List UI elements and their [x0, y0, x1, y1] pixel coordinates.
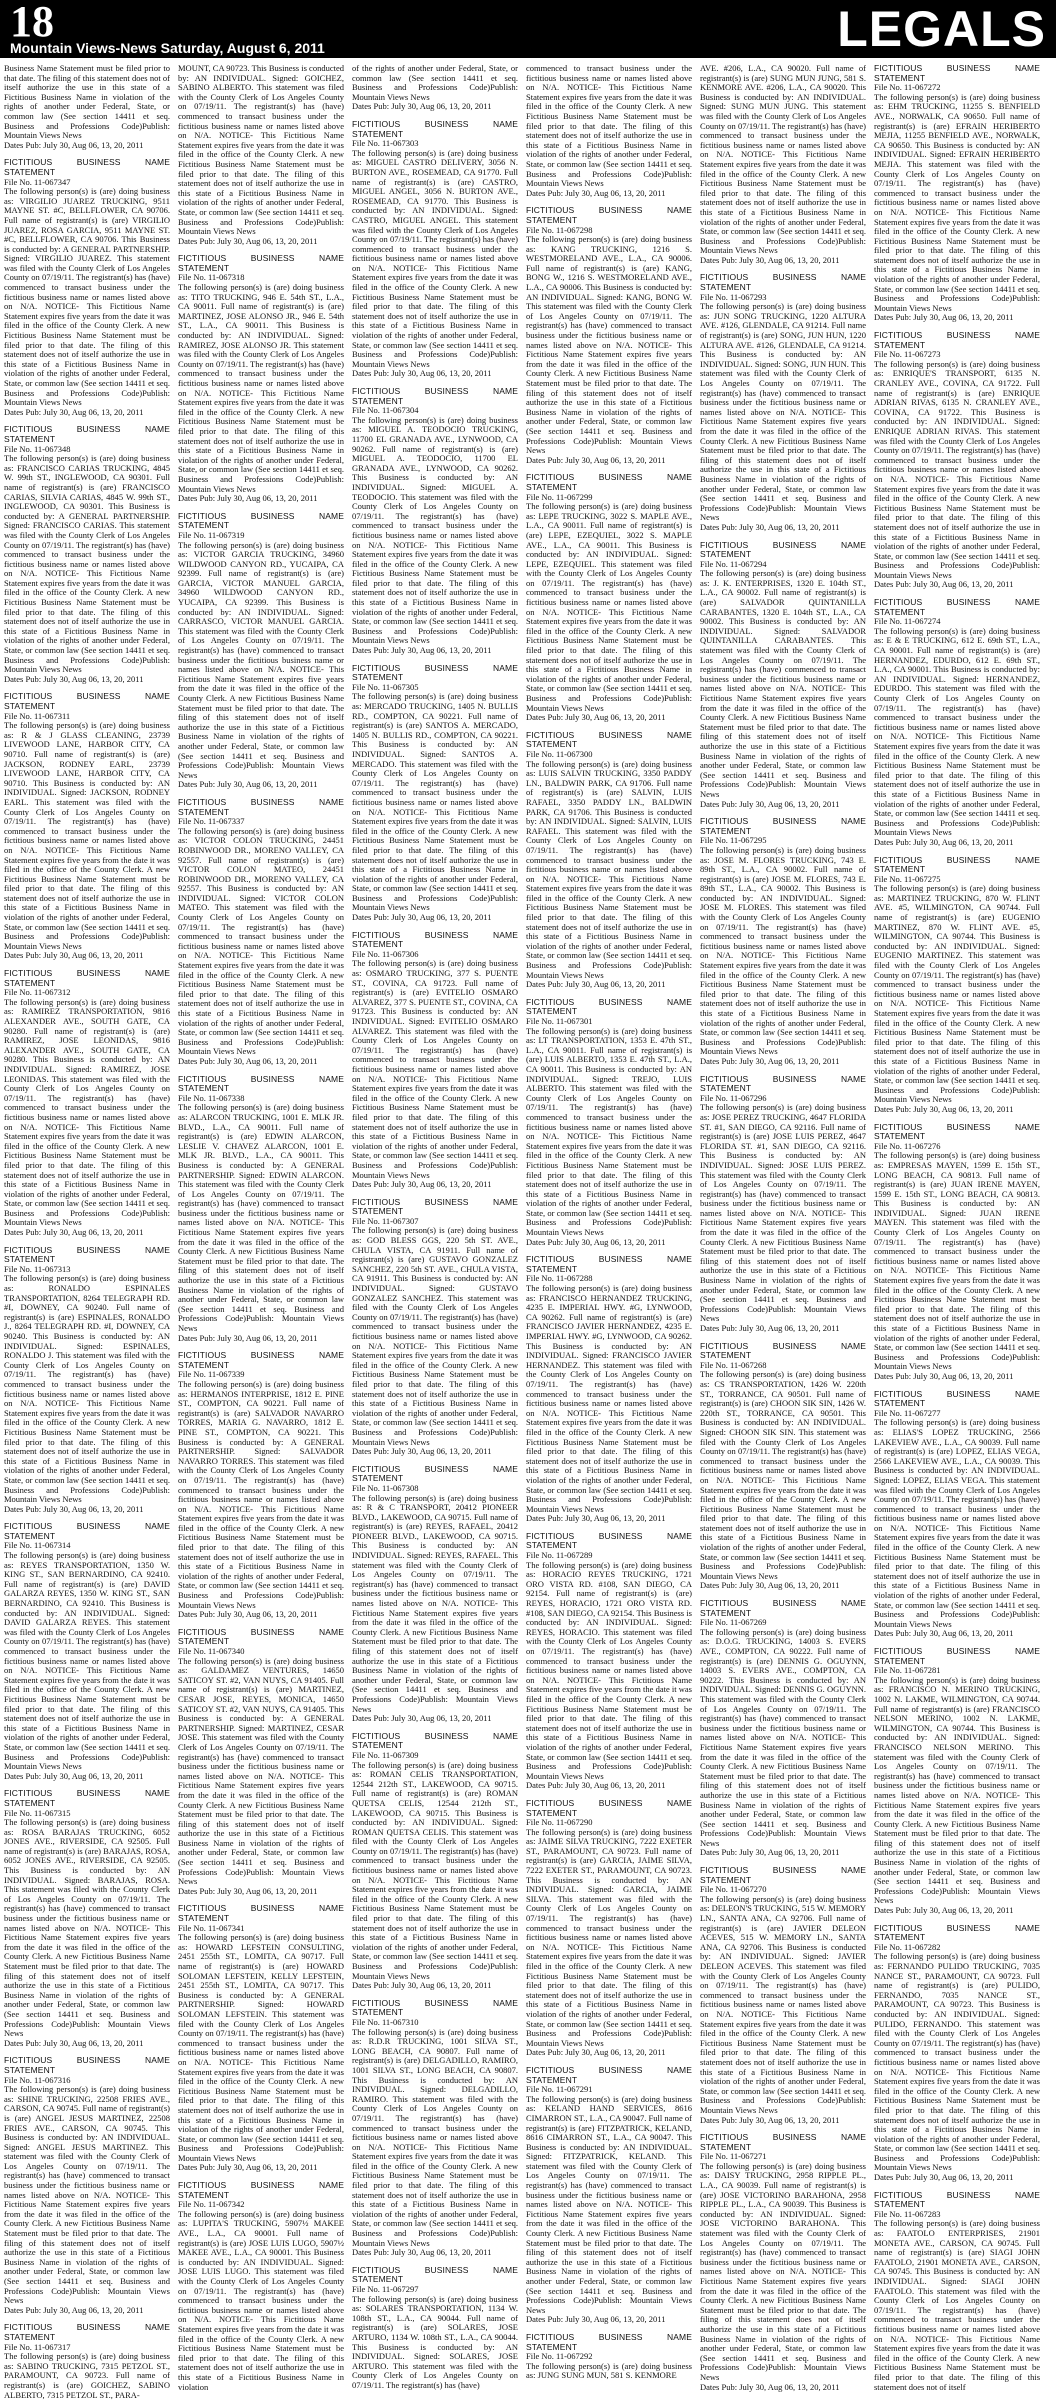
notice-file-number: File No. 11-067301 [526, 1016, 593, 1026]
notice-file-number: File No. 11-067268 [700, 1359, 767, 1370]
notice-dates: Dates Pub: July 30, Aug 06, 13, 20, 2011 [352, 1980, 492, 1991]
notice-file-number: File No. 11-067312 [4, 987, 71, 998]
notice-dates: Dates Pub: July 30, Aug 06, 13, 20, 2011 [700, 2381, 840, 2392]
notice-dates: Dates Pub: July 30, Aug 06, 13, 20, 2011 [352, 2247, 492, 2258]
notice-file-number: File No. 11-067303 [352, 138, 419, 149]
legal-notice [874, 1390, 1040, 1639]
notice-dates: Dates Pub: July 30, Aug 06, 13, 20, 2011 [4, 1503, 144, 1514]
notice-file-number: File No. 11-067310 [352, 2016, 419, 2027]
notice-body: The following person(s) is (are) doing business as: JOSE PEREZ TRUCKING, 4647 FLORIDA ST. #1, SAN DIEGO, CA 92116. Full name of registrant(s) is (are) JOSE LUIS PEREZ, 4647 FLORIDA ST. #1, SAN DIEGO, CA 92116. This Business is conducted by: AN INDIVIDUAL. Signed: JOSE LUIS PEREZ. This statement was filed with the County Clerk of Los Angeles County on 07/19/11. The registrant(s) has (have) commenced to transact business under the fictitious business name or names listed above on N/A. NOTICE- This Fictitious Name Statement expires five years from the date it was filed in the office of the County Clerk. A new Fictitious Business Name Statement must be filed prior to that date. The filing of this statement does not of itself authorize the use in this state of a Fictitious Business Name in violation of the rights of another under Federal, State, or common law (See section 14411 et seq. Business and Professions Code)Publish: Mountain Views News [700, 1102, 866, 1324]
notice-body: The following person(s) is (are) doing business as: RONALDO ESPINALES TRANSPORTATION, 8264 TELEGRAPH RD. #I, DOWNEY, CA 90240. Full name of registrant(s) is (are) ESPINALES, RONALDO J., 8264 TELEGRAPH RD. #I, DOWNEY, CA 90240. This Business is conducted by: AN INDIVIDUAL. Signed: ESPINALES, RONALDO J. This statement was filed with the County Clerk of Los Angeles County on 07/19/11. The registrant(s) has (have) commenced to transact business under the fictitious business name or names listed above on N/A. NOTICE- This Fictitious Name Statement expires five years from the date it was filed in the office of the County Clerk. A new Fictitious Business Name Statement must be filed prior to that date. The filing of this statement does not of itself authorize the use in this state of a Fictitious Business Name in violation of the rights of another under Federal, State, or common law (See section 14411 et seq. Business and Professions Code)Publish: Mountain Views News [4, 1273, 170, 1505]
notice-dates: Dates Pub: July 30, Aug 06, 13, 20, 2011 [526, 712, 666, 723]
notice-body: Business Name Statement must be filed prior to that date. The filing of this statement does not of itself authorize the use in this state of a Fictitious Business Name in violation of the rights of another under Federal, State, or common law (See section 14411 et seq. Business and Professions Code)Publish: Mountain Views News [4, 63, 170, 141]
notice-heading: FICTITIOUS BUSINESS NAME STATEMENT [4, 2322, 170, 2342]
notice-heading: FICTITIOUS BUSINESS NAME STATEMENT [700, 539, 866, 560]
notice-file-number: File No. 11-067314 [4, 1540, 71, 1551]
notice-file-number: File No. 11-067300 [526, 748, 593, 759]
notice-dates: Dates Pub: July 30, Aug 06, 13, 20, 2011 [526, 1513, 666, 1524]
legal-notice [874, 598, 1040, 847]
notice-dates: Dates Pub: July 30, Aug 06, 13, 20, 2011 [874, 1905, 1014, 1916]
notice-dates: Dates Pub: July 30, Aug 06, 13, 20, 2011 [352, 1446, 492, 1457]
notice-dates: Dates Pub: July 30, Aug 06, 13, 20, 2011 [874, 1103, 1014, 1114]
notice-file-number: File No. 11-067291 [526, 2084, 593, 2095]
notice-file-number: File No. 11-067348 [4, 443, 71, 454]
legal-notice [700, 64, 866, 265]
notice-body: The following person(s) is (are) doing business as: ROMAN CELIS TRANSPORTATION, 12544 212th ST., LAKEWOOD, CA 90715. Full name of registrant(s) is (are) ROMAN QUETSA CELIS, 12544 212th ST., LAKEWOOD, CA 90715. This Business is conducted by: AN INDIVIDUAL. Signed: ROMAN QUETSA CELIS. This statement was filed with the County Clerk of Los Angeles County on 07/19/11. The registrant(s) has (have) commenced to transact business under the fictitious business name or names listed above on N/A. NOTICE- This Fictitious Name Statement expires five years from the date it was filed in the office of the County Clerk. A new Fictitious Business Name Statement must be filed prior to that date. The filing of this statement does not of itself authorize the use in this state of a Fictitious Business Name in violation of the rights of another under Federal, State, or common law (See section 14411 et seq. Business and Professions Code)Publish: Mountain Views News [352, 1759, 518, 1981]
notice-file-number: File No. 11-067288 [526, 1273, 593, 1284]
legal-notice [874, 2191, 1040, 2392]
legal-notice [526, 473, 692, 722]
legal-notice [4, 1246, 170, 1515]
legal-notice [178, 798, 344, 1067]
notice-heading: FICTITIOUS BUSINESS NAME STATEMENT [4, 1244, 170, 1265]
notice-file-number: File No. 11-067338 [178, 1092, 245, 1103]
notice-file-number: File No. 11-067270 [700, 1884, 767, 1895]
page-number: 18 [10, 0, 54, 46]
notice-body: The following person(s) is (are) doing business as: REYES TRANSPORTATION, 1350 W. KING ST., SAN BERNARDINO, CA 92410. Full name of registrant(s) is (are) DAVID GALARZA REYES, 1350 W. KING ST., SAN BERNARDINO, CA 92410. This Business is conducted by: AN INDIVIDUAL. Signed: DAVID GALARZA REYES. This statement was filed with the County Clerk of Los Angeles County on 07/19/11. The registrant(s) has (have) commenced to transact business under the fictitious business name or names listed above on N/A. NOTICE- This Fictitious Name Statement expires five years from the date it was filed in the office of the County Clerk. A new Fictitious Business Name Statement must be filed prior to that date. The filing of this statement does not of itself authorize the use in this state of a Fictitious Business Name in violation of the rights of another under Federal, State, or common law (See section 14411 et seq. Business and Professions Code)Publish: Mountain Views News [4, 1550, 170, 1772]
notice-heading: FICTITIOUS BUSINESS NAME STATEMENT [352, 929, 518, 950]
notice-file-number: File No. 11-067274 [874, 616, 941, 627]
notice-file-number: File No. 11-067269 [700, 1617, 767, 1628]
legal-notice [352, 120, 518, 379]
legal-notice [874, 1123, 1040, 1382]
notice-file-number: File No. 11-067292 [526, 2351, 593, 2362]
legal-notice [178, 254, 344, 503]
notice-dates: Dates Pub: July 30, Aug 06, 13, 20, 2011 [352, 101, 492, 112]
legal-notice [526, 1799, 692, 2058]
notice-file-number: File No. 11-067305 [352, 681, 419, 692]
legal-notice [178, 512, 344, 790]
notice-heading: FICTITIOUS BUSINESS NAME STATEMENT [178, 796, 344, 817]
notice-dates: Dates Pub: July 30, Aug 06, 13, 20, 2011 [526, 454, 666, 465]
notice-dates: Dates Pub: July 30, Aug 06, 13, 20, 2011 [178, 1885, 318, 1896]
notice-dates: Dates Pub: July 30, Aug 06, 13, 20, 2011 [874, 312, 1014, 323]
legal-notice [700, 2133, 866, 2392]
notice-heading: FICTITIOUS BUSINESS NAME STATEMENT [874, 1922, 1040, 1943]
notice-file-number: File No. 11-067295 [700, 835, 767, 846]
legal-column [874, 63, 1040, 2392]
notice-heading: FICTITIOUS BUSINESS NAME STATEMENT [4, 157, 170, 177]
legal-notice [874, 1647, 1040, 1916]
notice-file-number: File No. 11-067271 [700, 2151, 767, 2162]
notice-body: The following person(s) is (are) doing business as: SABINO TRUCKING, 7315 PETZOL ST., PARAMOUNT, CA 90723. Full name of registrant(s) is (are) GOICHEZ, SABINO ALBERTO, 7315 PETZOL ST., PARA- [4, 2351, 170, 2400]
notice-heading: FICTITIOUS BUSINESS NAME STATEMENT [352, 662, 518, 683]
legal-notice [874, 1924, 1040, 2183]
notice-dates: Dates Pub: July 30, Aug 06, 13, 20, 2011 [700, 1847, 840, 1858]
notice-heading: FICTITIOUS BUSINESS NAME STATEMENT [874, 597, 1040, 617]
notice-dates: Dates Pub: July 30, Aug 06, 13, 20, 2011 [4, 1770, 144, 1781]
legal-notice [352, 64, 518, 112]
notice-body: The following person(s) is (are) doing business as: FRANCISCO CARIAS TRUCKING, 4845 W. 99th ST., INGLEWOOD, CA 90301. Full name of registrant(s) is (are) FRANCISCO CARIAS, SILVIA CARIAS, 4845 W. 99th ST., INGLEWOOD, CA 90301. This Business is conducted by: A GENERAL PARTNERSHIP. Signed: FRANCISCO CARIAS. This statement was filed with the County Clerk of Los Angeles County on 07/19/11. The registrant(s) has (have) commenced to transact business under the fictitious business name or names listed above on N/A. NOTICE- This Fictitious Name Statement expires five years from the date it was filed in the office of the County Clerk. A new Fictitious Business Name Statement must be filed prior to that date. The filing of this statement does not of itself authorize the use in this state of a Fictitious Business Name in violation of the rights of another under Federal, State, or common law (See section 14411 et seq. Business and Professions Code)Publish: Mountain Views News [4, 453, 170, 675]
legal-column [178, 63, 344, 2392]
legal-notice [178, 1351, 344, 1620]
notice-heading: FICTITIOUS BUSINESS NAME STATEMENT [352, 118, 518, 139]
legal-notice [526, 2066, 692, 2325]
notice-file-number: File No. 11-067299 [526, 491, 593, 502]
legal-notice [4, 64, 170, 150]
notice-heading: FICTITIOUS BUSINESS NAME STATEMENT [874, 2189, 1040, 2210]
notice-dates: Dates Pub: July 30, Aug 06, 13, 20, 2011 [700, 2114, 840, 2125]
notice-dates: Dates Pub: July 30, Aug 06, 13, 20, 2011 [352, 912, 492, 923]
notice-file-number: File No. 11-067319 [178, 529, 245, 540]
legal-notice [526, 731, 692, 990]
notice-heading: FICTITIOUS BUSINESS NAME STATEMENT [178, 1626, 344, 1647]
notice-file-number: File No. 11-067290 [526, 1817, 593, 1828]
notice-body: AVE. #206, L.A., CA 90020. Full name of registrant(s) is (are) SUNG MUN JUNG, 581 S. KENMORE AVE. #206, L.A., CA 90020. This Business is conducted by: AN INDIVIDUAL. Signed: SUNG MUN JUNG. This statement was filed with the County Clerk of Los Angeles County on 07/19/11. The registrant(s) has (have) commenced to transact business under the fictitious business name or names listed above on N/A. NOTICE- This Fictitious Name Statement expires five years from the date it was filed in the office of the County Clerk. A new Fictitious Business Name Statement must be filed prior to that date. The filing of this statement does not of itself authorize the use in this state of a Fictitious Business Name in violation of the rights of another under Federal, State, or common law (See section 14411 et seq. Business and Professions Code)Publish: Mountain Views News [700, 63, 866, 256]
legal-notice [352, 931, 518, 1190]
legal-notice [178, 64, 344, 246]
notice-file-number: File No. 11-067283 [874, 2208, 941, 2219]
legal-notice [4, 158, 170, 417]
notice-file-number: File No. 11-067309 [352, 1749, 419, 1760]
notice-dates: Dates Pub: July 30, Aug 06, 13, 20, 2011 [352, 1713, 492, 1724]
notice-dates: Dates Pub: July 30, Aug 06, 13, 20, 2011 [526, 1236, 666, 1247]
notice-file-number: File No. 11-067276 [874, 1140, 941, 1151]
notice-dates: Dates Pub: July 30, Aug 06, 13, 20, 2011 [874, 2172, 1014, 2183]
legal-notice [526, 2333, 692, 2381]
notice-body: The following person(s) is (are) doing business as: TITO TRUCKING, 946 E. 54th ST., L.A., CA 90011. Full name of registrant(s) is (are) MARTINEZ, JOSE ALONSO JR., 946 E. 54th ST., L.A., CA 90011. This Business is conducted by: AN INDIVIDUAL. Signed: RAMIREZ, JOSE ALONSO JR. This statement was filed with the County Clerk of Los Angeles County on 07/19/11. The registrant(s) has (have) commenced to transact business under the fictitious business name or names listed above on N/A. NOTICE- This Fictitious Name Statement expires five years from the date it was filed in the office of the County Clerk. A new Fictitious Business Name Statement must be filed prior to that date. The filing of this statement does not of itself authorize the use in this state of a Fictitious Business Name in violation of the rights of another under Federal, State, or common law (See section 14411 et seq. Business and Professions Code)Publish: Mountain Views News [178, 282, 344, 494]
notice-body: The following person(s) is (are) doing business as: FAATOLO ENTERPRISES, 21901 MONETA AVE., CARSON, CA 90745. Full name of registrant(s) is (are) SIAGI JOHN FAATOLO, 21901 MONETA AVE., CARSON, CA 90745. This Business is conducted by: AN INDIVIDUAL. Signed: SIAGI JOHN FAATOLO. This statement was filed with the County Clerk of Los Angeles County on 07/19/11. The registrant(s) has (have) commenced to transact business under the fictitious business name or names listed above on N/A. NOTICE- This Fictitious Name Statement expires five years from the date it was filed in the office of the County Clerk. A new Fictitious Business Name Statement must be filed prior to that date. The filing of this statement does not of itself [874, 2218, 1040, 2392]
legal-notice [526, 1532, 692, 1791]
notice-heading: FICTITIOUS BUSINESS NAME STATEMENT [352, 1730, 518, 1751]
notice-file-number: File No. 11-067347 [4, 176, 71, 187]
notice-body: The following person(s) is (are) doing business as: HOWARD LEFSTEIN CONSULTING, 2451 255th ST., LOMITA, CA 90717. Full name of registrant(s) is (are) HOWARD SOLOMAN LEFSTEIN, KELLY LEFSTEIN, 2451 255th ST., LOMITA, CA 90717. This Business is conducted by: A GENERAL PARTNERSHIP. Signed: HOWARD SOLOMAN LEFSTEIN. This statement was filed with the County Clerk of Los Angeles County on 07/19/11. The registrant(s) has (have) commenced to transact business under the fictitious business name or names listed above on N/A. NOTICE- This Fictitious Name Statement expires five years from the date it was filed in the office of the County Clerk. A new Fictitious Business Name Statement must be filed prior to that date. The filing of this statement does not of itself authorize the use in this state of a Fictitious Business Name in violation of the rights of another under Federal, State, or common law (See section 14411 et seq. Business and Professions Code)Publish: Mountain Views News [178, 1932, 344, 2163]
notice-body: The following person(s) is (are) doing business as: LUIS SALVIN TRUCKING, 3350 PADDY LN., BALDWIN PARK, CA 91706. Full name of registrant(s) is (are) SALVIN, LUIS RAFAEL, 3350 PADDY LN., BALDWIN PARK, CA 91706. This Business is conducted by: AN INDIVIDUAL. Signed: SALVIN, LUIS RAFAEL. This statement was filed with the County Clerk of Los Angeles County on 07/19/11. The registrant(s) has (have) commenced to transact business under the fictitious business name or names listed above on N/A. NOTICE- This Fictitious Name Statement expires five years from the date it was filed in the office of the County Clerk. A new Fictitious Business Name Statement must be filed prior to that date. The filing of this statement does not of itself authorize the use in this state of a Fictitious Business Name in violation of the rights of another under Federal, State, or common law (See section 14411 et seq. Business and Professions Code)Publish: Mountain Views News [526, 758, 692, 980]
notice-dates: Dates Pub: July 30, Aug 06, 13, 20, 2011 [700, 254, 840, 265]
notice-body: The following person(s) is (are) doing business as: HORACIO REYES TRUCKING, 1721 ORO VISTA RD. #108, SAN DIEGO, CA 92154. Full name of registrant(s) is (are) REYES, HORACIO, 1721 ORO VISTA RD. #108, SAN DIEGO, CA 92154. This Business is conducted by: AN INDIVIDUAL. Signed: REYES, HORACIO. This statement was filed with the County Clerk of Los Angeles County on 07/19/11. The registrant(s) has (have) commenced to transact business under the fictitious business name or names listed above on N/A. NOTICE- This Fictitious Name Statement expires five years from the date it was filed in the office of the County Clerk. A new Fictitious Business Name Statement must be filed prior to that date. The filing of this statement does not of itself authorize the use in this state of a Fictitious Business Name in violation of the rights of another under Federal, State, or common law (See section 14411 et seq. Business and Professions Code)Publish: Mountain Views News [526, 1559, 692, 1781]
legal-notice [4, 1789, 170, 2048]
notice-file-number: File No. 11-067277 [874, 1407, 941, 1418]
notice-heading: FICTITIOUS BUSINESS NAME STATEMENT [178, 2180, 344, 2200]
notice-dates: Dates Pub: July 30, Aug 06, 13, 20, 2011 [4, 950, 144, 961]
notice-dates: Dates Pub: July 30, Aug 06, 13, 20, 2011 [4, 139, 144, 150]
notice-body: The following person(s) is (are) doing business as: ALARCON TRUCKING, 1001 E. MLK JR. BLVD., L.A., CA 90011. Full name of registrant(s) is (are) EDWIN ALARCON, LESLIE V. CHAVEZ ALARCON, 1001 E. MLK JR. BLVD., L.A., CA 90011. This Business is conducted by: A GENERAL PARTNERSHIP. Signed: EDWIN ALARCON. This statement was filed with the County Clerk of Los Angeles County on 07/19/11. The registrant(s) has (have) commenced to transact business under the fictitious business name or names listed above on N/A. NOTICE- This Fictitious Name Statement expires five years from the date it was filed in the office of the County Clerk. A new Fictitious Business Name Statement must be filed prior to that date. The filing of this statement does not of itself authorize the use in this state of a Fictitious Business Name in violation of the rights of another under Federal, State, or common law (See section 14411 et seq. Business and Professions Code)Publish: Mountain Views News [178, 1102, 344, 1333]
notice-dates: Dates Pub: July 30, Aug 06, 13, 20, 2011 [352, 645, 492, 656]
notice-heading: FICTITIOUS BUSINESS NAME STATEMENT [526, 2064, 692, 2085]
legal-notice [352, 664, 518, 923]
notice-body: MOUNT, CA 90723. This Business is conducted by: AN INDIVIDUAL. Signed: GOICHEZ, SABINO ALBERTO. This statement was filed with the County Clerk of Los Angeles County on 07/19/11. The registrant(s) has (have) commenced to transact business under the fictitious business name or names listed above on N/A. NOTICE- This Fictitious Name Statement expires five years from the date it was filed in the office of the County Clerk. A new Fictitious Business Name Statement must be filed prior to that date. The filing of this statement does not of itself authorize the use in this state of a Fictitious Business Name in violation of the rights of another under Federal, State, or common law (See section 14411 et seq. Business and Professions Code)Publish: Mountain Views News [178, 63, 344, 237]
notice-body: The following person(s) is (are) doing business as: VICTOR COLON TRUCKING, 24451 ROBINWOOD DR., MORENO VALLEY, CA 92557. Full name of registrant(s) is (are) VICTOR COLON MATEO, 24451 ROBINWOOD DR., MORENO VALLEY, CA 92557. This Business is conducted by: AN INDIVIDUAL. Signed: VICTOR COLON MATEO. This statement was filed with the County Clerk of Los Angeles County on 07/19/11. The registrant(s) has (have) commenced to transact business under the fictitious business name or names listed above on N/A. NOTICE- This Fictitious Name Statement expires five years from the date it was filed in the office of the County Clerk. A new Fictitious Business Name Statement must be filed prior to that date. The filing of this statement does not of itself authorize the use in this state of a Fictitious Business Name in violation of the rights of another under Federal, State, or common law (See section 14411 et seq. Business and Professions Code)Publish: Mountain Views News [178, 825, 344, 1057]
notice-heading: FICTITIOUS BUSINESS NAME STATEMENT [178, 510, 344, 531]
notice-dates: Dates Pub: July 30, Aug 06, 13, 20, 2011 [352, 1179, 492, 1190]
notice-body: The following person(s) is (are) doing business as: MIGUEL A. TEODOCIO TRUCKING, 11700 EL GRANADA AVE., LYNWOOD, CA 90262. Full name of registrant(s) is (are) MIGUEL A. TEODOCIO, 11700 EL GRANADA AVE., LYNWOOD, CA 90262. This Business is conducted by: AN INDIVIDUAL. Signed: MIGUEL A. TEODOCIO. This statement was filed with the County Clerk of Los Angeles County on 07/19/11. The registrant(s) has (have) commenced to transact business under the fictitious business name or names listed above on N/A. NOTICE- This Fictitious Name Statement expires five years from the date it was filed in the office of the County Clerk. A new Fictitious Business Name Statement must be filed prior to that date. The filing of this statement does not of itself authorize the use in this state of a Fictitious Business Name in violation of the rights of another under Federal, State, or common law (See section 14411 et seq. Business and Professions Code)Publish: Mountain Views News [352, 414, 518, 646]
notice-file-number: File No. 11-067341 [178, 1922, 245, 1933]
legal-column [352, 63, 518, 2390]
notice-dates: Dates Pub: July 30, Aug 06, 13, 20, 2011 [178, 1055, 318, 1066]
notice-heading: FICTITIOUS BUSINESS NAME STATEMENT [526, 1530, 692, 1551]
legal-column [526, 63, 692, 2381]
notice-dates: Dates Pub: July 30, Aug 06, 13, 20, 2011 [178, 1609, 318, 1620]
legal-column [700, 63, 866, 2392]
notice-file-number: File No. 11-067297 [352, 2284, 419, 2294]
notice-heading: FICTITIOUS BUSINESS NAME STATEMENT [178, 1073, 344, 1094]
notice-body: The following person(s) is (are) doing business as: LT TRANSPORTATION, 1353 E. 47th ST., L.A., CA 90011. Full name of registrant(s) is (are) LUIS ALBERTO, 1353 E. 47th ST., L.A., CA 90011. This Business is conducted by: AN INDIVIDUAL. Signed: TREJO, LUIS ALBERTO. This statement was filed with the County Clerk of Los Angeles County on 07/19/11. The registrant(s) has (have) commenced to transact business under the fictitious business name or names listed above on N/A. NOTICE- This Fictitious Name Statement expires five years from the date it was filed in the office of the County Clerk. A new Fictitious Business Name Statement must be filed prior to that date. The filing of this statement does not of itself authorize the use in this state of a Fictitious Business Name in violation of the rights of another under Federal, State, or common law (See section 14411 et seq. Business and Professions Code)Publish: Mountain Views News [526, 1025, 692, 1238]
notice-file-number: File No. 11-067294 [700, 558, 767, 569]
legal-notice [178, 2181, 344, 2392]
legal-notice [4, 2323, 170, 2400]
notice-dates: Dates Pub: July 30, Aug 06, 13, 20, 2011 [526, 979, 666, 990]
notice-file-number: File No. 11-067316 [4, 2074, 71, 2085]
notice-body: The following person(s) is (are) doing business as: R & C TRANSPORT, 20412 PIONEER BLVD., LAKEWOOD, CA 90715. Full name of registrant(s) is (are) REYES, RAFAEL, 20412 PIONEER BLVD., LAKEWOOD, CA 90715. This Business is conducted by: AN INDIVIDUAL. Signed: REYES, RAFAEL. This statement was filed with the County Clerk of Los Angeles County on 07/19/11. The registrant(s) has (have) commenced to transact business under the fictitious business name or names listed above on N/A. NOTICE- This Fictitious Name Statement expires five years from the date it was filed in the office of the County Clerk. A new Fictitious Business Name Statement must be filed prior to that date. The filing of this statement does not of itself authorize the use in this state of a Fictitious Business Name in violation of the rights of another under Federal, State, or common law (See section 14411 et seq. Business and Professions Code)Publish: Mountain Views News [352, 1492, 518, 1714]
legal-notice [700, 1075, 866, 1334]
notice-body: The following person(s) is (are) doing business as: JUN SONG TRUCKING, 1220 ALTURA AVE. #126, GLENDALE, CA 91214. Full name of registrant(s) is (are) SONG, JUN HUN, 1220 ALTURA AVE. #126, GLENDALE, CA 91214. This Business is conducted by: AN INDIVIDUAL. Signed: SONG, JUN HUN. This statement was filed with the County Clerk of Los Angeles County on 07/19/11. The registrant(s) has (have) commenced to transact business under the fictitious business name or names listed above on N/A. NOTICE- This Fictitious Name Statement expires five years from the date it was filed in the office of the County Clerk. A new Fictitious Business Name Statement must be filed prior to that date. The filing of this statement does not of itself authorize the use in this state of a Fictitious Business Name in violation of the rights of another under Federal, State, or common law (See section 14411 et seq. Business and Professions Code)Publish: Mountain Views News [700, 301, 866, 523]
notice-body: The following person(s) is (are) doing business as: HERMANOS INTERPRISE, 1812 E. PINE ST., COMPTON, CA 90221. Full name of registrant(s) is (are) SALVADOR NAVARRO TORRES, MARIA G. NAVARRO, 1812 E. PINE ST., COMPTON, CA 90221. This Business is conducted by: A GENERAL PARTNERSHIP. Signed: SALVADOR NAVARRO TORRES. This statement was filed with the County Clerk of Los Angeles County on 07/19/11. The registrant(s) has (have) commenced to transact business under the fictitious business name or names listed above on N/A. NOTICE- This Fictitious Name Statement expires five years from the date it was filed in the office of the County Clerk. A new Fictitious Business Name Statement must be filed prior to that date. The filing of this statement does not of itself authorize the use in this state of a Fictitious Business Name in violation of the rights of another under Federal, State, or common law (See section 14411 et seq. Business and Professions Code)Publish: Mountain Views News [178, 1378, 344, 1610]
notice-body: commenced to transact business under the fictitious business name or names listed above on N/A. NOTICE- This Fictitious Name Statement expires five years from the date it was filed in the office of the County Clerk. A new Fictitious Business Name Statement must be filed prior to that date. The filing of this statement does not of itself authorize the use in this state of a Fictitious Business Name in violation of the rights of another under Federal, State, or common law (See section 14411 et seq. Business and Professions Code)Publish: Mountain Views News [526, 63, 692, 189]
notice-heading: FICTITIOUS BUSINESS NAME STATEMENT [874, 63, 1040, 83]
notice-file-number: File No. 11-067308 [352, 1482, 419, 1493]
notice-heading: FICTITIOUS BUSINESS NAME STATEMENT [700, 1598, 866, 1618]
notice-body: The following person(s) is (are) doing business as: R.D.R TRUCKING, 1001 SILVA ST., LONG BEACH, CA 90807. Full name of registrant(s) is (are) DELGADILLO, RAMIRO, 1001 SILVA ST., LONG BEACH, CA 90807. This Business is conducted by: AN INDIVIDUAL. Signed: DELGADILLO, RAMIRO. This statement was filed with the County Clerk of Los Angeles County on 07/19/11. The registrant(s) has (have) commenced to transact business under the fictitious business name or names listed above on N/A. NOTICE- This Fictitious Name Statement expires five years from the date it was filed in the office of the County Clerk. A new Fictitious Business Name Statement must be filed prior to that date. The filing of this statement does not of itself authorize the use in this state of a Fictitious Business Name in violation of the rights of another under Federal, State, or common law (See section 14411 et seq. Business and Professions Code)Publish: Mountain Views News [352, 2026, 518, 2248]
notice-heading: FICTITIOUS BUSINESS NAME STATEMENT [526, 205, 692, 225]
legal-notice [352, 1198, 518, 1457]
notice-file-number: File No. 11-067339 [178, 1369, 245, 1380]
notice-body: The following person(s) is (are) doing business as: JOSE M. FLORES TRUCKING, 743 E. 89th ST., L.A., CA 90002. Full name of registrant(s) is (are) JOSE M. FLORES, 743 E. 89th ST., L.A., CA 90002. This Business is conducted by: AN INDIVIDUAL. Signed: JOSE M. FLORES. This statement was filed with the County Clerk of Los Angeles County on 07/19/11. The registrant(s) has (have) commenced to transact business under the fictitious business name or names listed above on N/A. NOTICE- This Fictitious Name Statement expires five years from the date it was filed in the office of the County Clerk. A new Fictitious Business Name Statement must be filed prior to that date. The filing of this statement does not of itself authorize the use in this state of a Fictitious Business Name in violation of the rights of another under Federal, State, or common law (See section 14411 et seq. Business and Professions Code)Publish: Mountain Views News [700, 844, 866, 1057]
notice-dates: Dates Pub: July 30, Aug 06, 13, 20, 2011 [700, 798, 840, 809]
notice-dates: Dates Pub: July 30, Aug 06, 13, 20, 2011 [526, 2314, 666, 2325]
notice-heading: FICTITIOUS BUSINESS NAME STATEMENT [352, 1196, 518, 1217]
legal-notice [4, 692, 170, 961]
legal-notice [526, 64, 692, 198]
legal-notice [4, 425, 170, 684]
notice-body: The following person(s) is (are) doing business as: JAIME SILVA TRUCKING, 7222 EXETER ST., PARAMOUNT, CA 90723. Full name of registrant(s) is (are) GARCIA, JAIME SILVA, 7222 EXETER ST., PARAMOUNT, CA 90723. This Business is conducted by: AN INDIVIDUAL. Signed: GARCIA, JAIME SILVA. This statement was filed with the County Clerk of Los Angeles County on 07/19/11. The registrant(s) has (have) commenced to transact business under the fictitious business name or names listed above on N/A. NOTICE- This Fictitious Name Statement expires five years from the date it was filed in the office of the County Clerk. A new Fictitious Business Name Statement must be filed prior to that date. The filing of this statement does not of itself authorize the use in this state of a Fictitious Business Name in violation of the rights of another under Federal, State, or common law (See section 14411 et seq. Business and Professions Code)Publish: Mountain Views News [526, 1826, 692, 2048]
legal-notice [700, 1599, 866, 1858]
notice-heading: FICTITIOUS BUSINESS NAME STATEMENT [700, 272, 866, 293]
notice-dates: Dates Pub: July 30, Aug 06, 13, 20, 2011 [874, 579, 1014, 590]
notice-dates: Dates Pub: July 30, Aug 06, 13, 20, 2011 [178, 779, 318, 790]
legals-columns [4, 63, 1052, 2400]
notice-file-number: File No. 11-067313 [4, 1263, 71, 1274]
notice-dates: Dates Pub: July 30, Aug 06, 13, 20, 2011 [874, 836, 1014, 847]
section-title: LEGALS [837, 1, 1046, 57]
notice-heading: FICTITIOUS BUSINESS NAME STATEMENT [352, 2264, 518, 2285]
notice-heading: FICTITIOUS BUSINESS NAME STATEMENT [4, 1521, 170, 1541]
notice-body: The following person(s) is (are) doing business as: FRANCISCO N. MERINO TRUCKING, 1002 N. LAKME, WILMINGTON, CA 90744. Full name of registrant(s) is (are) FRANCISCO NELSON MERINO, 1002 N. LAKME, WILMINGTON, CA 90744. This Business is conducted by: AN INDIVIDUAL. Signed: FRANCISCO NELSON MERINO. This statement was filed with the County Clerk of Los Angeles County on 07/19/11. The registrant(s) has (have) commenced to transact business under the fictitious business name or names listed above on N/A. NOTICE- This Fictitious Name Statement expires five years from the date it was filed in the office of the County Clerk. A new Fictitious Business Name Statement must be filed prior to that date. The filing of this statement does not of itself authorize the use in this state of a Fictitious Business Name in violation of the rights of another under Federal, State, or common law (See section 14411 et seq. Business and Professions Code)Publish: Mountain Views News [874, 1674, 1040, 1906]
notice-heading: FICTITIOUS BUSINESS NAME STATEMENT [526, 1254, 692, 1274]
notice-heading: FICTITIOUS BUSINESS NAME STATEMENT [526, 729, 692, 750]
notice-heading: FICTITIOUS BUSINESS NAME STATEMENT [178, 1903, 344, 1924]
legal-notice [352, 387, 518, 656]
notice-dates: Dates Pub: July 30, Aug 06, 13, 20, 2011 [700, 1055, 840, 1066]
legal-notice [700, 817, 866, 1066]
notice-dates: Dates Pub: July 30, Aug 06, 13, 20, 2011 [4, 406, 144, 417]
notice-heading: FICTITIOUS BUSINESS NAME STATEMENT [874, 1388, 1040, 1409]
legal-notice [352, 1999, 518, 2258]
notice-body: The following person(s) is (are) doing business as: MERCADO TRUCKING, 1405 N. BULLIS RD., COMPTON, CA 90221. Full name of registrant(s) is (are) SANTOS A. MERCADO, 1405 N. BULLIS RD., COMPTON, CA 90221. This Business is conducted by: AN INDIVIDUAL. Signed: SANTOS A. MERCADO. This statement was filed with the County Clerk of Los Angeles County on 07/19/11. The registrant(s) has (have) commenced to transact business under the fictitious business name or names listed above on N/A. NOTICE- This Fictitious Name Statement expires five years from the date it was filed in the office of the County Clerk. A new Fictitious Business Name Statement must be filed prior to that date. The filing of this statement does not of itself authorize the use in this state of a Fictitious Business Name in violation of the rights of another under Federal, State, or common law (See section 14411 et seq. Business and Professions Code)Publish: Mountain Views News [352, 691, 518, 913]
notice-heading: FICTITIOUS BUSINESS NAME STATEMENT [700, 2132, 866, 2152]
notice-heading: FICTITIOUS BUSINESS NAME STATEMENT [874, 1121, 1040, 1142]
notice-heading: FICTITIOUS BUSINESS NAME STATEMENT [526, 996, 692, 1017]
notice-file-number: File No. 11-067318 [178, 272, 245, 283]
legal-notice [526, 998, 692, 1247]
notice-file-number: File No. 11-067317 [4, 2341, 71, 2352]
notice-dates: Dates Pub: July 30, Aug 06, 13, 20, 2011 [4, 2037, 144, 2048]
notice-body: The following person(s) is (are) doing business as: D.O.G. TRUCKING, 14003 S. EVERS AVE., COMPTON, CA 90222. Full name of registrant(s) is (are) DENNIS G. OGUYNN, 14003 S. EVERS AVE., COMPTON, CA 90222. This Business is conducted by: AN INDIVIDUAL. Signed: DENNIS G. OGUYNN. This statement was filed with the County Clerk of Los Angeles County on 07/19/11. The registrant(s) has (have) commenced to transact business under the fictitious business name or names listed above on N/A. NOTICE- This Fictitious Name Statement expires five years from the date it was filed in the office of the County Clerk. A new Fictitious Business Name Statement must be filed prior to that date. The filing of this statement does not of itself authorize the use in this state of a Fictitious Business Name in violation of the rights of another under Federal, State, or common law (See section 14411 et seq. Business and Professions Code)Publish: Mountain Views News [700, 1626, 866, 1848]
legal-column [4, 63, 170, 2400]
notice-file-number: File No. 11-067298 [526, 224, 593, 235]
notice-dates: Dates Pub: July 30, Aug 06, 13, 20, 2011 [526, 1780, 666, 1791]
page-header [0, 0, 1056, 58]
notice-file-number: File No. 11-067275 [874, 873, 941, 884]
notice-body: The following person(s) is (are) doing business as: DAISY TRUCKING, 2958 RIPPLE PL., L.A., CA 90039. Full name of registrant(s) is (are) JOSE VICTORINO BARAHONA, 2958 RIPPLE PL., L.A., CA 90039. This Business is conducted by: AN INDIVIDUAL. Signed: JOSE VICTORINO BARAHONA. This statement was filed with the County Clerk of Los Angeles County on 07/19/11. The registrant(s) has (have) commenced to transact business under the fictitious business name or names listed above on N/A. NOTICE- This Fictitious Name Statement expires five years from the date it was filed in the office of the County Clerk. A new Fictitious Business Name Statement must be filed prior to that date. The filing of this statement does not of itself authorize the use in this state of a Fictitious Business Name in violation of the rights of another under Federal, State, or common law (See section 14411 et seq. Business and Professions Code)Publish: Mountain Views News [700, 2160, 866, 2382]
notice-heading: FICTITIOUS BUSINESS NAME STATEMENT [700, 1073, 866, 1094]
notice-file-number: File No. 11-067281 [874, 1665, 941, 1676]
legal-notice [4, 1522, 170, 1781]
legal-notice [352, 1465, 518, 1724]
notice-dates: Dates Pub: July 30, Aug 06, 13, 20, 2011 [700, 521, 840, 532]
notice-body: The following person(s) is (are) doing business as: EMPRESAS MAYEN, 1599 E. 15th ST., LONG BEACH, CA 90813. Full name of registrant(s) is (are) JUAN IRENE MAYEN, 1599 E. 15th ST., LONG BEACH, CA 90813. This Business is conducted by: AN INDIVIDUAL. Signed: JUAN IRENE MAYEN. This statement was filed with the County Clerk of Los Angeles County on 07/19/11. The registrant(s) has (have) commenced to transact business under the fictitious business name or names listed above on N/A. NOTICE- This Fictitious Name Statement expires five years from the date it was filed in the office of the County Clerk. A new Fictitious Business Name Statement must be filed prior to that date. The filing of this statement does not of itself authorize the use in this state of a Fictitious Business Name in violation of the rights of another under Federal, State, or common law (See section 14411 et seq. Business and Professions Code)Publish: Mountain Views News [874, 1150, 1040, 1372]
notice-dates: Dates Pub: July 30, Aug 06, 13, 20, 2011 [874, 1370, 1014, 1381]
notice-body: The following person(s) is (are) doing business as: LUPITA'S TRUCKING, 5907½ MAKEE AVE., L.A., CA 90001. Full name of registrant(s) is (are) JOSE LUIS LUGO, 5907½ MAKEE AVE., L.A., CA 90001. This Business is conducted by: AN INDIVIDUAL. Signed: JOSE LUIS LUGO. This statement was filed with the County Clerk of Los Angeles County on 07/19/11. The registrant(s) has (have) commenced to transact business under the fictitious business name or names listed above on N/A. NOTICE- This Fictitious Name Statement expires five years from the date it was filed in the office of the County Clerk. A new Fictitious Business Name Statement must be filed prior to that date. The filing of this statement does not of itself authorize the use in this state of a Fictitious Business Name in violation [178, 2208, 344, 2392]
notice-file-number: File No. 11-067289 [526, 1550, 593, 1561]
notice-heading: FICTITIOUS BUSINESS NAME STATEMENT [526, 472, 692, 492]
notice-dates: Dates Pub: July 30, Aug 06, 13, 20, 2011 [526, 2047, 666, 2058]
notice-body: The following person(s) is (are) doing business as: GOD BLESS GGS, 220 5th ST. AVE., CHULA VISTA, CA 91911. Full name of registrant(s) is (are) GUSTAVO GONZALEZ SANCHEZ, 220 5th ST. AVE., CHULA VISTA, CA 91911. This Business is conducted by: AN INDIVIDUAL. Signed: GUSTAVO GONZALEZ SANCHEZ. This statement was filed with the County Clerk of Los Angeles County on 07/19/11. The registrant(s) has (have) commenced to transact business under the fictitious business name or names listed above on N/A. NOTICE- This Fictitious Name Statement expires five years from the date it was filed in the office of the County Clerk. A new Fictitious Business Name Statement must be filed prior to that date. The filing of this statement does not of itself authorize the use in this state of a Fictitious Business Name in violation of the rights of another under Federal, State, or common law (See section 14411 et seq. Business and Professions Code)Publish: Mountain Views News [352, 1225, 518, 1447]
notice-dates: Dates Pub: July 30, Aug 06, 13, 20, 2011 [178, 493, 318, 504]
notice-heading: FICTITIOUS BUSINESS NAME STATEMENT [526, 1797, 692, 1818]
notice-dates: Dates Pub: July 30, Aug 06, 13, 20, 2011 [352, 368, 492, 379]
legal-notice [700, 1866, 866, 2125]
notice-heading: FICTITIOUS BUSINESS NAME STATEMENT [4, 691, 170, 711]
notice-file-number: File No. 11-067293 [700, 291, 767, 302]
notice-heading: FICTITIOUS BUSINESS NAME STATEMENT [526, 2331, 692, 2352]
notice-heading: FICTITIOUS BUSINESS NAME STATEMENT [700, 1340, 866, 1361]
notice-heading: FICTITIOUS BUSINESS NAME STATEMENT [4, 2055, 170, 2075]
notice-file-number: File No. 11-067272 [874, 82, 941, 93]
notice-body: The following person(s) is (are) doing business as: ROSA BARAJAS TRUCKING, 6052 JONES AVE., RIVERSIDE, CA 92505. Full name of registrant(s) is (are) BARAJAS, ROSA, 6052 JONES AVE., RIVERSIDE, CA 92505. This Business is conducted by: AN INDIVIDUAL. Signed: BARAJAS, ROSA. This statement was filed with the County Clerk of Los Angeles County on 07/19/11. The registrant(s) has (have) commenced to transact business under the fictitious business name or names listed above on N/A. NOTICE- This Fictitious Name Statement expires five years from the date it was filed in the office of the County Clerk. A new Fictitious Business Name Statement must be filed prior to that date. The filing of this statement does not of itself authorize the use in this state of a Fictitious Business Name in violation of the rights of another under Federal, State, or common law (See section 14411 et seq. Business and Professions Code)Publish: Mountain Views News [4, 1817, 170, 2039]
notice-file-number: File No. 11-067342 [178, 2199, 245, 2210]
notice-body: The following person(s) is (are) doing business as: ENRIQUE'S TRANSPORT, 6135 N. CRANLEY AVE., COVINA, CA 91722. Full name of registrant(s) is (are) ENRIQUE ADRIAN RIVAS, 6135 N. CRANLEY AVE., COVINA, CA 91722. This Business is conducted by: AN INDIVIDUAL. Signed: ENRIQUE ADRIAN RIVAS. This statement was filed with the County Clerk of Los Angeles County on 07/19/11. The registrant(s) has (have) commenced to transact business under the fictitious business name or names listed above on N/A. NOTICE- This Fictitious Name Statement expires five years from the date it was filed in the office of the County Clerk. A new Fictitious Business Name Statement must be filed prior to that date. The filing of this statement does not of itself authorize the use in this state of a Fictitious Business Name in violation of the rights of another under Federal, State, or common law (See section 14411 et seq. Business and Professions Code)Publish: Mountain Views News [874, 358, 1040, 580]
notice-body: The following person(s) is (are) doing business as: E & E TRUCKING, 612 E. 69th ST., L.A., CA 90001. Full name of registrant(s) is (are) HERNANDEZ, EDURDO, 612 E. 69th ST., L.A., CA 90001. This Business is conducted by: AN INDIVIDUAL. Signed: HERNANDEZ, EDURDO. This statement was filed with the County Clerk of Los Angeles County on 07/19/11. The registrant(s) has (have) commenced to transact business under the fictitious business name or names listed above on N/A. NOTICE- This Fictitious Name Statement expires five years from the date it was filed in the office of the County Clerk. A new Fictitious Business Name Statement must be filed prior to that date. The filing of this statement does not of itself authorize the use in this state of a Fictitious Business Name in violation of the rights of another under Federal, State, or common law (See section 14411 et seq. Business and Professions Code)Publish: Mountain Views News [874, 625, 1040, 838]
notice-file-number: File No. 11-067273 [874, 349, 941, 360]
legal-notice [526, 1255, 692, 1524]
legal-notice [352, 1732, 518, 1991]
notice-file-number: File No. 11-067304 [352, 405, 419, 416]
notice-file-number: File No. 11-067306 [352, 948, 419, 959]
notice-heading: FICTITIOUS BUSINESS NAME STATEMENT [178, 253, 344, 273]
notice-body: The following person(s) is (are) doing business as: DELEON'S TRUCKING, 515 W. MEMORY LN., SANTA ANA, CA 92706. Full name of registrant(s) is (are) JAVIER DELEON ACEVES, 515 W. MEMORY LN., SANTA ANA, CA 92706. This Business is conducted by: AN INDIVIDUAL. Signed: JAVIER DELEON ACEVES. This statement was filed with the County Clerk of Los Angeles County on 07/19/11. The registrant(s) has (have) commenced to transact business under the fictitious business name or names listed above on N/A. NOTICE- This Fictitious Name Statement expires five years from the date it was filed in the office of the County Clerk. A new Fictitious Business Name Statement must be filed prior to that date. The filing of this statement does not of itself authorize the use in this state of a Fictitious Business Name in violation of the rights of another under Federal, State, or common law (See section 14411 et seq. Business and Professions Code)Publish: Mountain Views News [700, 1893, 866, 2115]
notice-dates: Dates Pub: July 30, Aug 06, 13, 20, 2011 [178, 235, 318, 246]
notice-file-number: File No. 11-067337 [178, 816, 245, 827]
notice-file-number: File No. 11-067311 [4, 710, 71, 721]
notice-body: The following person(s) is (are) doing business as: FRANCISCO HERNANDEZ TRUCKING, 4235 E. IMPERIAL HWY. #G, LYNWOOD, CA 90262. Full name of registrant(s) is (are) FRANCISCO JAVIER HERNANDEZ, 4235 E. IMPERIAL HWY. #G, LYNWOOD, CA 90262. This Business is conducted by: AN INDIVIDUAL. Signed: FRANCISCO JAVIER HERNANDEZ. This statement was filed with the County Clerk of Los Angeles County on 07/19/11. The registrant(s) has (have) commenced to transact business under the fictitious business name or names listed above on N/A. NOTICE- This Fictitious Name Statement expires five years from the date it was filed in the office of the County Clerk. A new Fictitious Business Name Statement must be filed prior to that date. The filing of this statement does not of itself authorize the use in this state of a Fictitious Business Name in violation of the rights of another under Federal, State, or common law (See section 14411 et seq. Business and Professions Code)Publish: Mountain Views News [526, 1283, 692, 1514]
notice-file-number: File No. 11-067315 [4, 1807, 71, 1818]
notice-body: The following person(s) is (are) doing business as: LEPE TRUCKING, 3022 S. MAPLE AVE., L.A., CA 90011. Full name of registrant(s) is (are) LEPE, EZEQUIEL, 3022 S. MAPLE AVE., L.A., CA 90011. This Business is conducted by: AN INDIVIDUAL. Signed: LEPE, EZEQUIEL. This statement was filed with the County Clerk of Los Angeles County on 07/19/11. The registrant(s) has (have) commenced to transact business under the fictitious business name or names listed above on N/A. NOTICE- This Fictitious Name Statement expires five years from the date it was filed in the office of the County Clerk. A new Fictitious Business Name Statement must be filed prior to that date. The filing of this statement does not of itself authorize the use in this state of a Fictitious Business Name in violation of the rights of another under Federal, State, or common law (See section 14411 et seq. Business and Professions Code)Publish: Mountain Views News [526, 501, 692, 713]
notice-heading: FICTITIOUS BUSINESS NAME STATEMENT [874, 330, 1040, 350]
notice-body: The following person(s) is (are) doing business as: ELIAS'S LOPEZ TRUCKING, 2566 LAKEVIEW AVE., L.A., CA 90039. Full name of registrant(s) is (are) LOPEZ, ELIAS VEGA, 2566 LAKEVIEW AVE., L.A., CA 90039. This Business is conducted by: AN INDIVIDUAL. Signed: LOPEZ, ELIAS VEGA. This statement was filed with the County Clerk of Los Angeles County on 07/19/11. The registrant(s) has (have) commenced to transact business under the fictitious business name or names listed above on N/A. NOTICE- This Fictitious Name Statement expires five years from the date it was filed in the office of the County Clerk. A new Fictitious Business Name Statement must be filed prior to that date. The filing of this statement does not of itself authorize the use in this state of a Fictitious Business Name in violation of the rights of another under Federal, State, or common law (See section 14411 et seq. Business and Professions Code)Publish: Mountain Views News [874, 1417, 1040, 1629]
notice-dates: Dates Pub: July 30, Aug 06, 13, 20, 2011 [4, 2304, 144, 2315]
notice-body: The following person(s) is (are) doing business as: R & J GLASS CLEANING, 23739 LIVEWOOD LANE, HARBOR CITY, CA 90710. Full name of registrant(s) is (are) JACKSON, RODNEY EARL, 23739 LIVEWOOD LANE, HARBOR CITY, CA 90710. This Business is conducted by: AN INDIVIDUAL. Signed: JACKSON, RODNEY EARL. This statement was filed with the County Clerk of Los Angeles County on 07/19/11. The registrant(s) has (have) commenced to transact business under the fictitious business name or names listed above on N/A. NOTICE- This Fictitious Name Statement expires five years from the date it was filed in the office of the County Clerk. A new Fictitious Business Name Statement must be filed prior to that date. The filing of this statement does not of itself authorize the use in this state of a Fictitious Business Name in violation of the rights of another under Federal, State, or common law (See section 14411 et seq. Business and Professions Code)Publish: Mountain Views News [4, 720, 170, 951]
notice-heading: FICTITIOUS BUSINESS NAME STATEMENT [352, 1997, 518, 2018]
notice-body: The following person(s) is (are) doing business as: MARTINEZ TRUCKING, 870 W. FLINT AVE. #5, WILMINGTON, CA 90744. Full name of registrant(s) is (are) EUGENIO MARTINEZ, 870 W. FLINT AVE. #5, WILMINGTON, CA 90744. This Business is conducted by: AN INDIVIDUAL. Signed: EUGENIO MARTINEZ. This statement was filed with the County Clerk of Los Angeles County on 07/19/11. The registrant(s) has (have) commenced to transact business under the fictitious business name or names listed above on N/A. NOTICE- This Fictitious Name Statement expires five years from the date it was filed in the office of the County Clerk. A new Fictitious Business Name Statement must be filed prior to that date. The filing of this statement does not of itself authorize the use in this state of a Fictitious Business Name in violation of the rights of another under Federal, State, or common law (See section 14411 et seq. Business and Professions Code)Publish: Mountain Views News [874, 883, 1040, 1105]
legal-notice [526, 206, 692, 465]
notice-body: The following person(s) is (are) doing business as: SOLARES TRANSPORTATION, 1134 W. 108th ST., L.A., CA 90044. Full name of registrant(s) is (are) SOLARES, JOSE ARTURO, 1134 W. 108th ST., L.A., CA 90044. This Business is conducted by: AN INDIVIDUAL. Signed: SOLARES, JOSE ARTURO. This statement was filed with the County Clerk of Los Angeles County on 07/19/11. The registrant(s) has (have) [352, 2293, 518, 2390]
notice-file-number: File No. 11-067307 [352, 1215, 419, 1226]
notice-file-number: File No. 11-067296 [700, 1092, 767, 1103]
notice-file-number: File No. 11-067282 [874, 1941, 941, 1952]
legal-notice [700, 541, 866, 810]
legal-notice [700, 1342, 866, 1591]
notice-body: The following person(s) is (are) doing business as: OSMARO TRUCKING, 377 S. PUENTE ST., COVINA, CA 91723. Full name of registrant(s) is (are) EVITELIO OSMARO ALVAREZ, 377 S. PUENTE ST., COVINA, CA 91723. This Business is conducted by: AN INDIVIDUAL. Signed: EVITELIO OSMARO ALVAREZ. This statement was filed with the County Clerk of Los Angeles County on 07/19/11. The registrant(s) has (have) commenced to transact business under the fictitious business name or names listed above on N/A. NOTICE- This Fictitious Name Statement expires five years from the date it was filed in the office of the County Clerk. A new Fictitious Business Name Statement must be filed prior to that date. The filing of this statement does not of itself authorize the use in this state of a Fictitious Business Name in violation of the rights of another under Federal, State, or common law (See section 14411 et seq. Business and Professions Code)Publish: Mountain Views News [352, 958, 518, 1180]
legal-notice [874, 856, 1040, 1115]
notice-heading: FICTITIOUS BUSINESS NAME STATEMENT [874, 1646, 1040, 1666]
notice-dates: Dates Pub: July 30, Aug 06, 13, 20, 2011 [700, 1323, 840, 1333]
legal-notice [874, 331, 1040, 590]
notice-heading: FICTITIOUS BUSINESS NAME STATEMENT [4, 968, 170, 988]
notice-dates: Dates Pub: July 30, Aug 06, 13, 20, 2011 [4, 1227, 144, 1238]
notice-body: The following person(s) is (are) doing business as: GALDAMEZ VENTURES, 14650 SATICOY ST. #2, VAN NUYS, CA 91405. Full name of registrant(s) is (are) MARTINEZ, CESAR JOSE, REYES, MONICA, 14650 SATICOY ST. #2, VAN NUYS, CA 91405. This Business is conducted by: A GENERAL PARTNERSHIP. Signed: MARTINEZ, CESAR JOSE. This statement was filed with the County Clerk of Los Angeles County on 07/19/11. The registrant(s) has (have) commenced to transact business under the fictitious business name or names listed above on N/A. NOTICE- This Fictitious Name Statement expires five years from the date it was filed in the office of the County Clerk. A new Fictitious Business Name Statement must be filed prior to that date. The filing of this statement does not of itself authorize the use in this state of a Fictitious Business Name in violation of the rights of another under Federal, State, or common law (See section 14411 et seq. Business and Professions Code)Publish: Mountain Views News [178, 1655, 344, 1887]
notice-file-number: File No. 11-067340 [178, 1646, 245, 1656]
notice-heading: FICTITIOUS BUSINESS NAME STATEMENT [700, 816, 866, 836]
legal-notice [178, 1628, 344, 1897]
notice-dates: Dates Pub: July 30, Aug 06, 13, 20, 2011 [178, 2162, 318, 2173]
legal-notice [4, 969, 170, 1238]
notice-body: The following person(s) is (are) doing business as: J. K. ENTERPRISES, 1320 E. 104th ST., L.A., CA 90002. Full name of registrant(s) is (are) SALVADOR QUINTANILLA CARABANTES, 1320 E. 104th ST., L.A., CA 90002. This Business is conducted by: AN INDIVIDUAL. Signed: SALVADOR QUINTANILLA CARABANTES. This statement was filed with the County Clerk of Los Angeles County on 07/19/11. The registrant(s) has (have) commenced to transact business under the fictitious business name or names listed above on N/A. NOTICE- This Fictitious Name Statement expires five years from the date it was filed in the office of the County Clerk. A new Fictitious Business Name Statement must be filed prior to that date. The filing of this statement does not of itself authorize the use in this state of a Fictitious Business Name in violation of the rights of another under Federal, State, or common law (See section 14411 et seq. Business and Professions Code)Publish: Mountain Views News [700, 568, 866, 799]
notice-dates: Dates Pub: July 30, Aug 06, 13, 20, 2011 [700, 1580, 840, 1591]
notice-body: The following person(s) is (are) doing business as: CS TRANSPORTATION, 1426 W. 220th ST., TORRANCE, CA 90501. Full name of registrant(s) is (are) CHOON SIK SIN, 1426 W. 220th ST., TORRANCE, CA 90501. This Business is conducted by: AN INDIVIDUAL. Signed: CHOON SIK SIN. This statement was filed with the County Clerk of Los Angeles County on 07/19/11. The registrant(s) has (have) commenced to transact business under the fictitious business name or names listed above on N/A. NOTICE- This Fictitious Name Statement expires five years from the date it was filed in the office of the County Clerk. A new Fictitious Business Name Statement must be filed prior to that date. The filing of this statement does not of itself authorize the use in this state of a Fictitious Business Name in violation of the rights of another under Federal, State, or common law (See section 14411 et seq. Business and Professions Code)Publish: Mountain Views News [700, 1369, 866, 1581]
notice-dates: Dates Pub: July 30, Aug 06, 13, 20, 2011 [178, 1332, 318, 1343]
notice-heading: FICTITIOUS BUSINESS NAME STATEMENT [874, 854, 1040, 875]
notice-heading: FICTITIOUS BUSINESS NAME STATEMENT [700, 1865, 866, 1885]
notice-dates: Dates Pub: July 30, Aug 06, 13, 20, 2011 [4, 673, 144, 684]
notice-heading: FICTITIOUS BUSINESS NAME STATEMENT [4, 424, 170, 444]
notice-body: The following person(s) is (are) doing business as: KELAND HAND SERVICES, 8616 CIMARRON ST., L.A., CA 90047. Full name of registrant(s) is (are) FITZPATRICK, KELAND, 8616 CIMARRON ST., L.A., CA 90047. This Business is conducted by: AN INDIVIDUAL. Signed: FITZPATRICK, KELAND. This statement was filed with the County Clerk of Los Angeles County on 07/19/11. The registrant(s) has (have) commenced to transact business under the fictitious business name or names listed above on N/A. NOTICE- This Fictitious Name Statement expires five years from the date it was filed in the office of the County Clerk. A new Fictitious Business Name Statement must be filed prior to that date. The filing of this statement does not of itself authorize the use in this state of a Fictitious Business Name in violation of the rights of another under Federal, State, or common law (See section 14411 et seq. Business and Professions Code)Publish: Mountain Views News [526, 2093, 692, 2315]
masthead: Mountain Views-News Saturday, August 6, 2011 [10, 40, 325, 56]
notice-body: The following person(s) is (are) doing business as: VIRGILIO JUAREZ TRUCKING, 9511 MAYNE ST. #C, BELLFLOWER, CA 90706. Full name of registrant(s) is (are) VIRGILIO JUAREZ, ROSA GARCIA, 9511 MAYNE ST. #C, BELLFLOWER, CA 90706. This Business is conducted by: A GENERAL PARTNERSHIP. Signed: VIRGILIO JUAREZ. This statement was filed with the County Clerk of Los Angeles County on 07/19/11. The registrant(s) has (have) commenced to transact business under the fictitious business name or names listed above on N/A. NOTICE- This Fictitious Name Statement expires five years from the date it was filed in the office of the County Clerk. A new Fictitious Business Name Statement must be filed prior to that date. The filing of this statement does not of itself authorize the use in this state of a Fictitious Business Name in violation of the rights of another under Federal, State, or common law (See section 14411 et seq. Business and Professions Code)Publish: Mountain Views News [4, 186, 170, 408]
notice-body: The following person(s) is (are) doing business as: VICTOR GARCIA TRUCKING, 34960 WILDWOOD CANYON RD., YUCAIPA, CA 92399. Full name of registrant(s) is (are) GARCIA, VICTOR MANUEL GARCIA, 34960 WILDWOOD CANYON RD., YUCAIPA, CA 92399. This Business is conducted by: AN INDIVIDUAL. Signed: CARRASCO, VICTOR MANUEL GARCIA. This statement was filed with the County Clerk of Los Angeles County on 07/19/11. The registrant(s) has (have) commenced to transact business under the fictitious business name or names listed above on N/A. NOTICE- This Fictitious Name Statement expires five years from the date it was filed in the office of the County Clerk. A new Fictitious Business Name Statement must be filed prior to that date. The filing of this statement does not of itself authorize the use in this state of a Fictitious Business Name in violation of the rights of another under Federal, State, or common law (See section 14411 et seq. Business and Professions Code)Publish: Mountain Views News [178, 539, 344, 780]
notice-body: The following person(s) is (are) doing business as: JUNG SUNG MUN, 581 S. KENMORE [526, 2360, 692, 2381]
notice-dates: Dates Pub: July 30, Aug 06, 13, 20, 2011 [526, 187, 666, 198]
notice-heading: FICTITIOUS BUSINESS NAME STATEMENT [352, 386, 518, 406]
notice-body: The following person(s) is (are) doing business as: KANG TRUCKING, 1216 S. WESTMORELAND AVE., L.A., CA 90006. Full name of registrant(s) is (are) KANG, BONG W., 1216 S. WESTMORELAND AVE., L.A., CA 90006. This Business is conducted by: AN INDIVIDUAL. Signed: KANG, BONG W. This statement was filed with the County Clerk of Los Angeles County on 07/19/11. The registrant(s) has (have) commenced to transact business under the fictitious business name or names listed above on N/A. NOTICE- This Fictitious Name Statement expires five years from the date it was filed in the office of the County Clerk. A new Fictitious Business Name Statement must be filed prior to that date. The filing of this statement does not of itself authorize the use in this state of a Fictitious Business Name in violation of the rights of another under Federal, State, or common law (See section 14411 et seq. Business and Professions Code)Publish: Mountain Views News [526, 234, 692, 456]
legal-notice [178, 1904, 344, 2173]
legal-notice [4, 2056, 170, 2315]
notice-heading: FICTITIOUS BUSINESS NAME STATEMENT [4, 1788, 170, 1808]
notice-body: The following person(s) is (are) doing business as: RAMIREZ TRANSPORTATION, 9816 ALEXANDER AVE., SOUTH GATE, CA 90280. Full name of registrant(s) is (are) RAMIREZ, JOSE LEONIDAS, 9816 ALEXANDER AVE., SOUTH GATE, CA 90280. This Business is conducted by: AN INDIVIDUAL. Signed: RAMIREZ, JOSE LEONIDAS. This statement was filed with the County Clerk of Los Angeles County on 07/19/11. The registrant(s) has (have) commenced to transact business under the fictitious business name or names listed above on N/A. NOTICE- This Fictitious Name Statement expires five years from the date it was filed in the office of the County Clerk. A new Fictitious Business Name Statement must be filed prior to that date. The filing of this statement does not of itself authorize the use in this state of a Fictitious Business Name in violation of the rights of another under Federal, State, or common law (See section 14411 et seq. Business and Professions Code)Publish: Mountain Views News [4, 996, 170, 1228]
legal-notice [700, 273, 866, 532]
legal-notice [178, 1075, 344, 1344]
legal-notice [874, 64, 1040, 323]
notice-heading: FICTITIOUS BUSINESS NAME STATEMENT [178, 1350, 344, 1370]
notice-body: The following person(s) is (are) doing business as: MIGUEL CASTRO DELIVERY, 3056 N. BURTON AVE., ROSEMEAD, CA 91770. Full name of registrant(s) is (are) CASTRO, MIGUEL ANGEL, 3056 N. BURTON AVE., ROSEMEAD, CA 91770. This Business is conducted by: AN INDIVIDUAL. Signed: CASTRO, MIGUEL ANGEL. This statement was filed with the County Clerk of Los Angeles County on 07/19/11. The registrant(s) has (have) commenced to transact business under the fictitious business name or names listed above on N/A. NOTICE- This Fictitious Name Statement expires five years from the date it was filed in the office of the County Clerk. A new Fictitious Business Name Statement must be filed prior to that date. The filing of this statement does not of itself authorize the use in this state of a Fictitious Business Name in violation of the rights of another under Federal, State, or common law (See section 14411 et seq. Business and Professions Code)Publish: Mountain Views News [352, 147, 518, 369]
notice-body: The following person(s) is (are) doing business as: SHINE TRUCKING, 22508 FRIES AVE., CARSON, CA 90745. Full name of registrant(s) is (are) ANGEL JESUS MARTINEZ, 22508 FRIES AVE., CARSON, CA 90745. This Business is conducted by: AN INDIVIDUAL. Signed: ANGEL JESUS MARTINEZ. This statement was filed with the County Clerk of Los Angeles County on 07/19/11. The registrant(s) has (have) commenced to transact business under the fictitious business name or names listed above on N/A. NOTICE- This Fictitious Name Statement expires five years from the date it was filed in the office of the County Clerk. A new Fictitious Business Name Statement must be filed prior to that date. The filing of this statement does not of itself authorize the use in this state of a Fictitious Business Name in violation of the rights of another under Federal, State, or common law (See section 14411 et seq. Business and Professions Code)Publish: Mountain Views News [4, 2084, 170, 2306]
notice-dates: Dates Pub: July 30, Aug 06, 13, 20, 2011 [874, 1628, 1014, 1639]
notice-heading: FICTITIOUS BUSINESS NAME STATEMENT [352, 1463, 518, 1484]
notice-body: The following person(s) is (are) doing business as: EHM TRUCKING, 11255 S. BENFIELD AVE., NORWALK, CA 90650. Full name of registrant(s) is (are) EFRAIN HERIBERTO MEJIA, 11255 BENFIELD AVE., NORWALK, CA 90650. This Business is conducted by: AN INDIVIDUAL. Signed: EFRAIN HERIBERTO MEJIA. This statement was filed with the County Clerk of Los Angeles County on 07/19/11. The registrant(s) has (have) commenced to transact business under the fictitious business name or names listed above on N/A. NOTICE- This Fictitious Name Statement expires five years from the date it was filed in the office of the County Clerk. A new Fictitious Business Name Statement must be filed prior to that date. The filing of this statement does not of itself authorize the use in this state of a Fictitious Business Name in violation of the rights of another under Federal, State, or common law (See section 14411 et seq. Business and Professions Code)Publish: Mountain Views News [874, 91, 1040, 313]
notice-body: of the rights of another under Federal, State, or common law (See section 14411 et seq. Business and Professions Code)Publish: Mountain Views News [352, 63, 518, 102]
legal-notice [352, 2266, 518, 2391]
notice-body: The following person(s) is (are) doing business as: FERNANDO PULIDO TRUCKING, 7035 NANCE ST., PARAMOUNT, CA 90723. Full name of registrant(s) is (are) PULIDO, FERNANDO, 7035 NANCE ST., PARAMOUNT, CA 90723. This Business is conducted by: AN INDIVIDUAL. Signed: PULIDO, FERNANDO. This statement was filed with the County Clerk of Los Angeles County on 07/19/11. The registrant(s) has (have) commenced to transact business under the fictitious business name or names listed above on N/A. NOTICE- This Fictitious Name Statement expires five years from the date it was filed in the office of the County Clerk. A new Fictitious Business Name Statement must be filed prior to that date. The filing of this statement does not of itself authorize the use in this state of a Fictitious Business Name in violation of the rights of another under Federal, State, or common law (See section 14411 et seq. Business and Professions Code)Publish: Mountain Views News [874, 1951, 1040, 2173]
